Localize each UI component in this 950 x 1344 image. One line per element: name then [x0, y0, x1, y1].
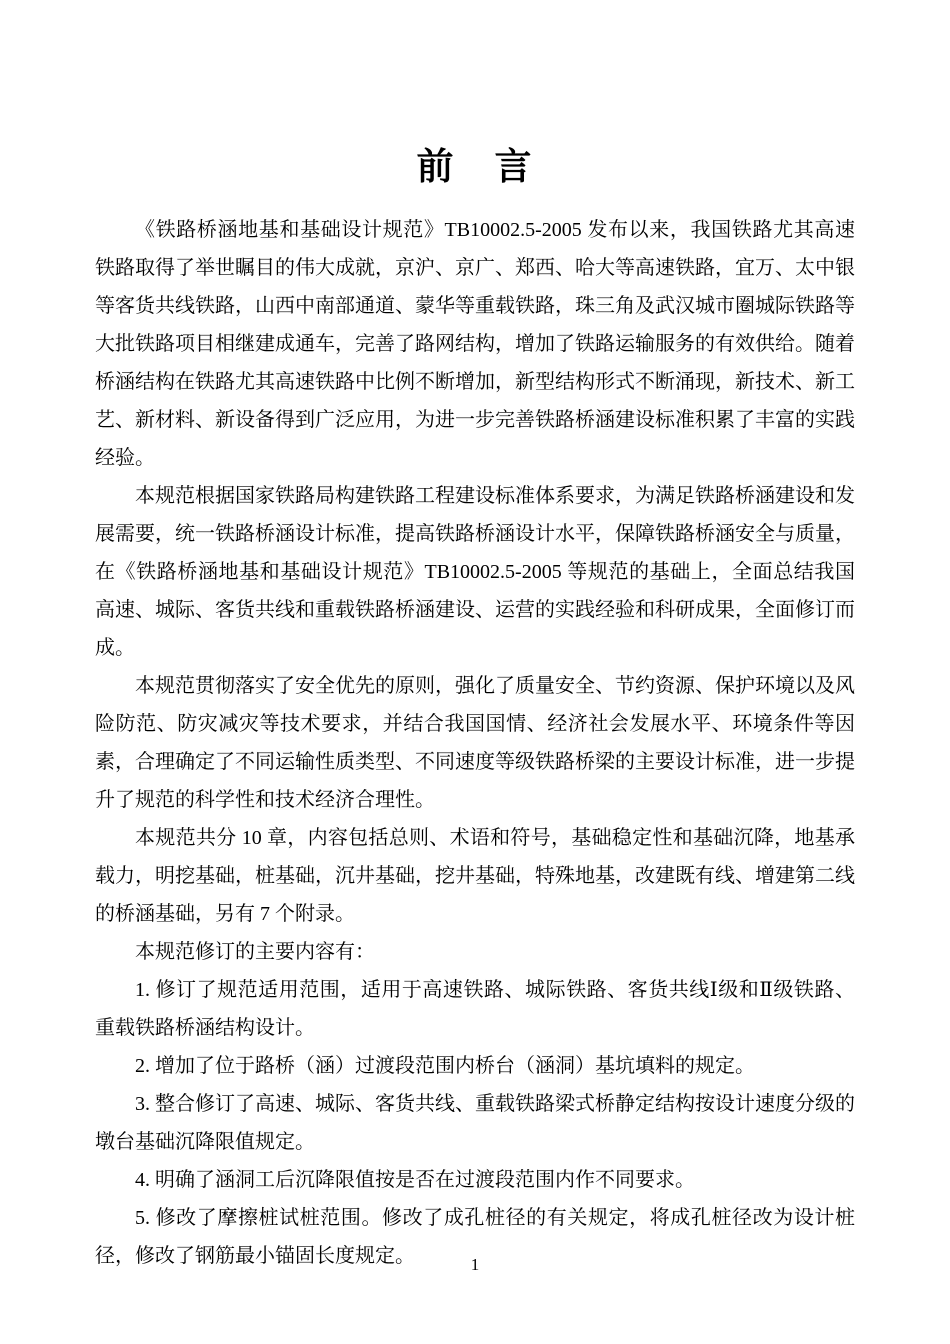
paragraph-principles: 本规范贯彻落实了安全优先的原则，强化了质量安全、节约资源、保护环境以及风险防范、防灾减灾等技术要求，并结合我国国情、经济社会发展水平、环境条件等因素，合理确定了不同运输性质类型、不同速度等级铁路桥梁的主要设计标准，进一步提升了规范的科学性和技术经济合理性。: [95, 675, 855, 811]
paragraph-basis: 本规范根据国家铁路局构建铁路工程建设标准体系要求，为满足铁路桥涵建设和发展需要，统一铁路桥涵设计标准，提高铁路桥涵设计水平，保障铁路桥涵安全与质量，在《铁路桥涵地基和基础设计规范》TB10002.5-2005 等规范的基础上，全面总结我国高速、城际、客货共线和重载铁路桥涵建设、运营的实践经验和科研成果，全面修订而成。: [95, 485, 855, 659]
paragraph-structure: 本规范共分 10 章，内容包括总则、术语和符号，基础稳定性和基础沉降，地基承载力，明挖基础，桩基础，沉井基础，挖井基础，特殊地基，改建既有线、增建第二线的桥涵基础，另有 7 个附录。: [95, 827, 855, 925]
paragraph-revision-lead: 本规范修订的主要内容有：: [135, 941, 375, 963]
revision-item-5: 5. 修改了摩擦桩试桩范围。修改了成孔桩径的有关规定，将成孔桩径改为设计桩径，修改了钢筋最小锚固长度规定。: [95, 1207, 855, 1267]
paragraph-intro: 《铁路桥涵地基和基础设计规范》TB10002.5-2005 发布以来，我国铁路尤其高速铁路取得了举世瞩目的伟大成就，京沪、京广、郑西、哈大等高速铁路，宜万、太中银等客货共线铁路，山西中南部通道、蒙华等重载铁路，珠三角及武汉城市圈城际铁路等大批铁路项目相继建成通车，完善了路网结构，增加了铁路运输服务的有效供给。随着桥涵结构在铁路尤其高速铁路中比例不断增加，新型结构形式不断涌现，新技术、新工艺、新材料、新设备得到广泛应用，为进一步完善铁路桥涵建设标准积累了丰富的实践经验。: [95, 219, 855, 469]
revision-item-3: 3. 整合修订了高速、城际、客货共线、重载铁路梁式桥静定结构按设计速度分级的墩台基础沉降限值规定。: [95, 1093, 855, 1153]
revision-item-2: 2. 增加了位于路桥（涵）过渡段范围内桥台（涵洞）基坑填料的规定。: [135, 1055, 755, 1077]
page-title: 前 言: [416, 147, 534, 188]
revision-item-4: 4. 明确了涵洞工后沉降限值按是否在过渡段范围内作不同要求。: [135, 1169, 695, 1191]
document-body: [95, 211, 855, 1275]
revision-item-1: 1. 修订了规范适用范围，适用于高速铁路、城际铁路、客货共线Ⅰ级和Ⅱ级铁路、重载铁路桥涵结构设计。: [95, 979, 855, 1039]
page-number: 1: [470, 1255, 480, 1274]
